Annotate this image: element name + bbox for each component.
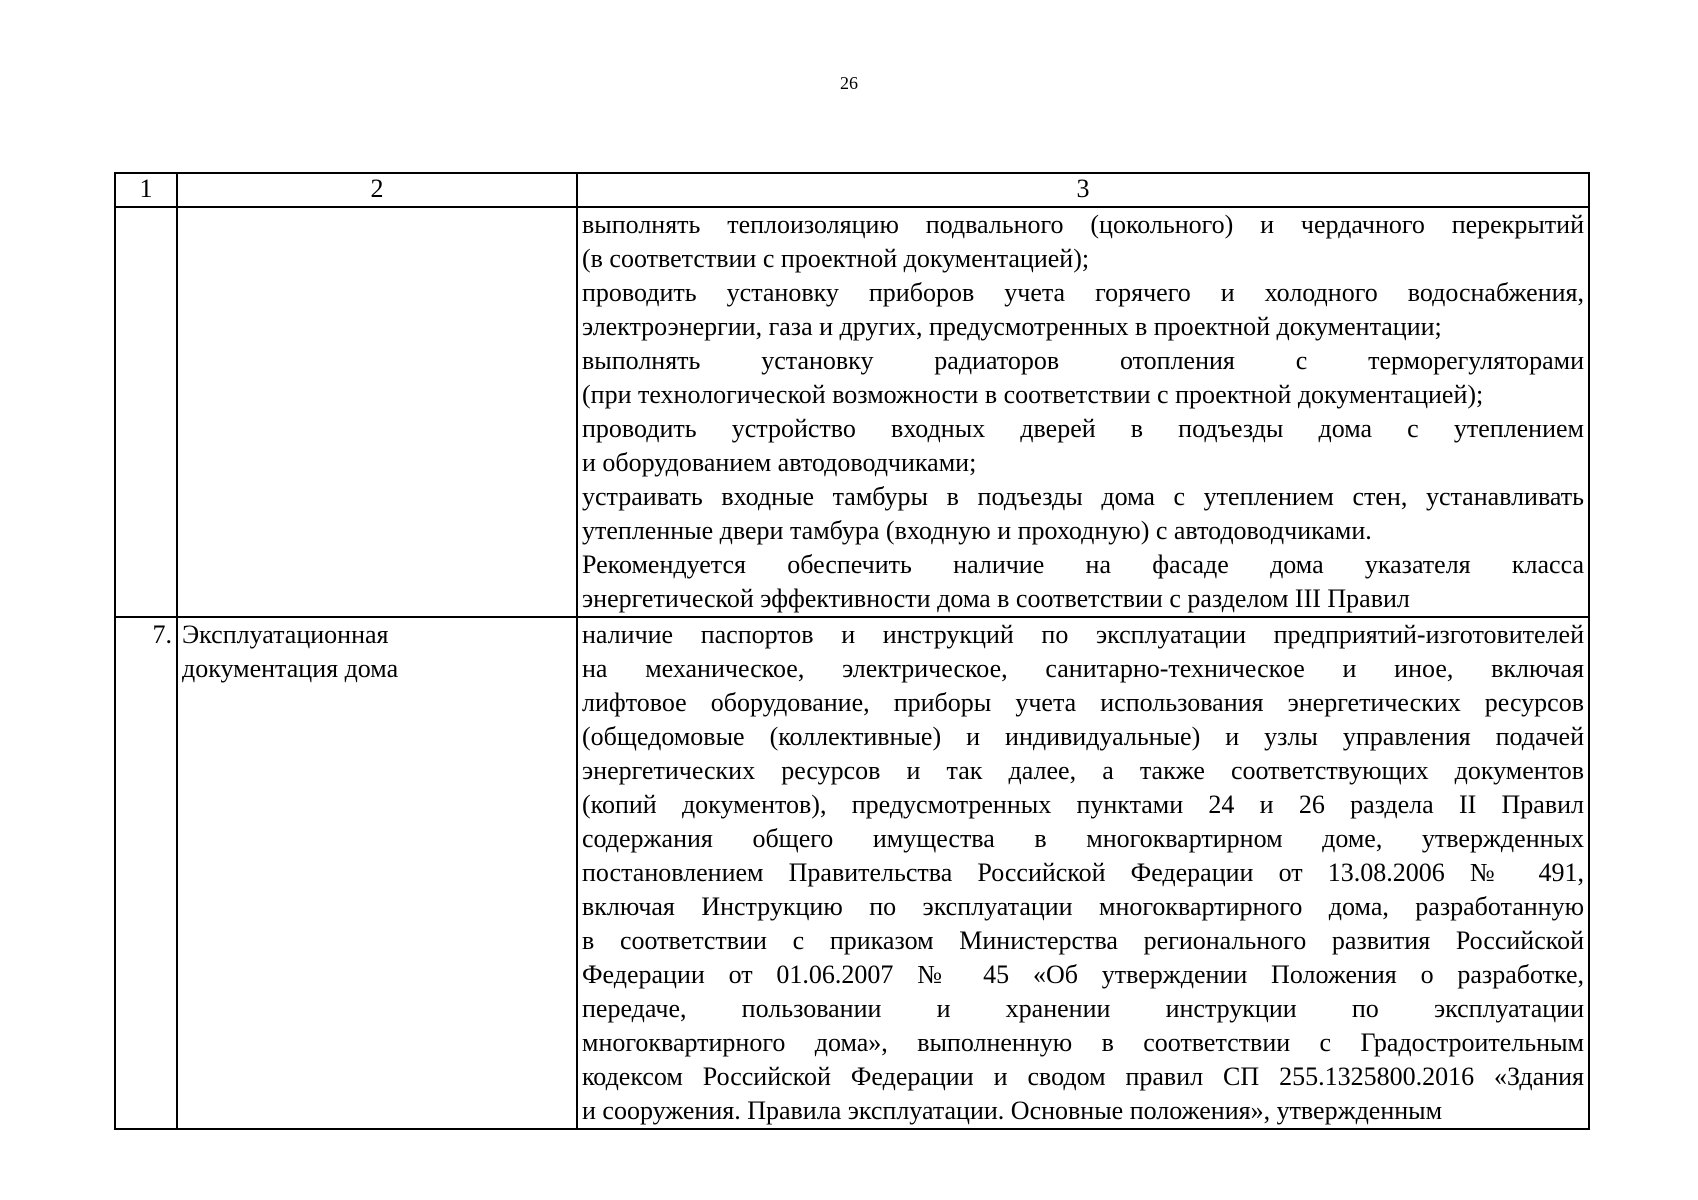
row-number-cell [115,207,177,617]
text-line: энергетических ресурсов и так далее, а также соответствующих документов [582,756,1584,785]
row-number-cell: 7. [115,617,177,1129]
name-line: Эксплуатационная [182,620,389,649]
text-line: энергетической эффективности дома в соответствии с разделом III Правил [582,584,1410,613]
text-line: Федерации от 01.06.2007 № 45 «Об утверждении Положения о разработке, [582,960,1584,989]
row-description-cell [577,207,1589,617]
row-name-cell [177,207,577,617]
text-line: в соответствии с приказом Министерства регионального развития Российской [582,926,1584,955]
text-line: проводить установку приборов учета горячего и холодного водоснабжения, [582,278,1584,307]
text-line: электроэнергии, газа и других, предусмотренных в проектной документации; [582,312,1442,341]
text-line: (при технологической возможности в соответствии с проектной документацией); [582,380,1484,409]
text-line: постановлением Правительства Российской Федерации от 13.08.2006 № 491, [582,858,1584,887]
text-line: (копий документов), предусмотренных пунктами 24 и 26 раздела II Правил [582,790,1584,819]
text-line: утепленные двери тамбура (входную и проходную) с автодоводчиками. [582,516,1372,545]
page-number: 26 [840,73,858,93]
name-line: документация дома [182,654,399,683]
text-line: проводить устройство входных дверей в подъезды дома с утеплением [582,414,1584,443]
text-line: содержания общего имущества в многоквартирном доме, утвержденных [582,824,1584,853]
table-row [115,617,1589,1129]
text-line: лифтовое оборудование, приборы учета использования энергетических ресурсов [582,688,1584,717]
text-line: наличие паспортов и инструкций по эксплуатации предприятий-изготовителей [582,620,1584,649]
table-header-row [115,173,1589,207]
text-line: (в соответствии с проектной документацией); [582,244,1090,273]
text-line: на механическое, электрическое, санитарно-техническое и иное, включая [582,654,1584,683]
header-col-3: 3 [577,173,1589,207]
header-col-2: 2 [177,173,577,207]
text-line: Рекомендуется обеспечить наличие на фасаде дома указателя класса [582,550,1584,579]
text-line: передаче, пользовании и хранении инструкции по эксплуатации [582,994,1584,1023]
text-line: (общедомовые (коллективные) и индивидуальные) и узлы управления подачей [582,722,1584,751]
text-line: выполнять теплоизоляцию подвального (цокольного) и чердачного перекрытий [582,210,1584,239]
row-description-cell [577,617,1589,1129]
text-line: и оборудованием автодоводчиками; [582,448,977,477]
text-line: и сооружения. Правила эксплуатации. Основные положения», утвержденным [582,1096,1443,1125]
row-name-cell [177,617,577,1129]
text-line: включая Инструкцию по эксплуатации многоквартирного дома, разработанную [582,892,1584,921]
text-line: выполнять установку радиаторов отопления с терморегуляторами [582,346,1584,375]
text-line: кодексом Российской Федерации и сводом правил СП 255.1325800.2016 «Здания [582,1062,1584,1091]
table-row [115,207,1589,617]
text-line: многоквартирного дома», выполненную в соответствии с Градостроительным [582,1028,1584,1057]
header-col-1: 1 [115,173,177,207]
text-line: устраивать входные тамбуры в подъезды дома с утеплением стен, устанавливать [582,482,1584,511]
requirements-table [114,172,1590,1130]
